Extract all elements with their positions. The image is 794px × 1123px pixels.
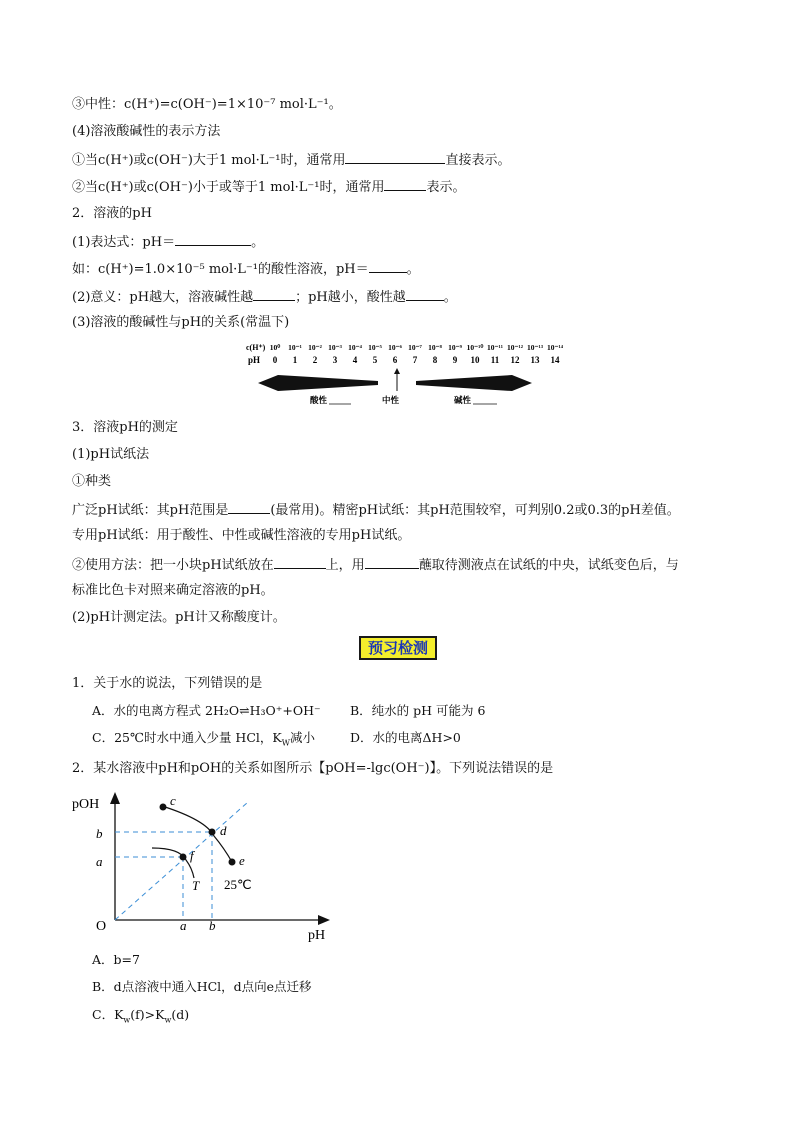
ph-value: 3 bbox=[332, 355, 338, 365]
text: 。 bbox=[443, 290, 457, 305]
b-label-y: b bbox=[96, 826, 103, 841]
point-e bbox=[229, 859, 236, 866]
e-label: e bbox=[239, 853, 245, 868]
d-label: d bbox=[220, 823, 227, 838]
point-f bbox=[180, 854, 187, 861]
text: (1)表达式：pH＝ bbox=[72, 235, 176, 250]
heading-ph-measurement: 3．溶液pH的测定 bbox=[72, 420, 178, 435]
ph-value: 4 bbox=[352, 355, 358, 365]
point-c bbox=[160, 804, 167, 811]
temperature-label: 25℃ bbox=[224, 877, 252, 892]
ch-value: 10⁻⁵ bbox=[368, 343, 382, 352]
ph-value: 14 bbox=[550, 355, 560, 365]
ch-value: 10⁻⁴ bbox=[348, 343, 362, 352]
ch-value: 10⁻¹⁰ bbox=[466, 343, 484, 352]
usage-method bbox=[72, 555, 679, 575]
text: 表示。 bbox=[426, 180, 466, 195]
a-label-y: a bbox=[96, 854, 103, 869]
example-line bbox=[72, 259, 420, 279]
heading-solution-ph: 2．溶液的pH bbox=[72, 206, 152, 221]
ph-value: 13 bbox=[530, 355, 540, 365]
ch-value: 10⁻¹⁴ bbox=[547, 343, 563, 352]
c-label: c bbox=[170, 793, 176, 808]
ch-value: 10⁻⁷ bbox=[408, 343, 422, 352]
q1-stem: 1．关于水的说法，下列错误的是 bbox=[72, 676, 263, 691]
y-axis-label: pOH bbox=[72, 797, 100, 812]
ch-value: 10⁻¹ bbox=[288, 343, 302, 352]
ph-value: 5 bbox=[372, 355, 378, 365]
q2-stem: 2．某水溶液中pH和pOH的关系如图所示【pOH=-lgc(OH⁻)】。下列说法错误的是 bbox=[72, 761, 554, 776]
t-label: T bbox=[192, 878, 200, 893]
expression-line bbox=[72, 232, 264, 252]
a-label-x: a bbox=[180, 918, 187, 933]
origin-label: O bbox=[96, 919, 107, 934]
text: (2)意义：pH越大，溶液碱性越 bbox=[72, 290, 254, 305]
subscript: w bbox=[123, 1015, 131, 1025]
section-title-preview-check: 预习检测 bbox=[359, 636, 437, 660]
ph-scale-diagram bbox=[240, 339, 563, 411]
text: (d) bbox=[171, 1007, 190, 1022]
x-axis-arrow bbox=[318, 915, 330, 925]
ch-label: c(H⁺) bbox=[246, 343, 266, 352]
neutral-definition: ③中性：c(H⁺)=c(OH⁻)=1×10⁻⁷ mol·L⁻¹。 bbox=[72, 97, 342, 112]
base-arrow bbox=[416, 375, 532, 391]
text: 蘸取待测液点在试纸的中央，试纸变色后，与 bbox=[418, 558, 679, 573]
fill-blank[interactable] bbox=[345, 150, 445, 164]
ch-value: 10⁻¹² bbox=[507, 343, 523, 352]
subscript: w bbox=[164, 1015, 172, 1025]
text: ②使用方法：把一小块pH试纸放在 bbox=[72, 558, 274, 573]
ph-values-row bbox=[273, 355, 560, 365]
ch-value: 10⁻³ bbox=[328, 343, 342, 352]
rule-less-than-1 bbox=[72, 177, 465, 197]
q2-option-b[interactable]: B．d点溶液中通入HCl，d点向e点迁移 bbox=[92, 979, 312, 994]
ph-value: 7 bbox=[412, 355, 418, 365]
text: 。 bbox=[251, 235, 265, 250]
y-axis-arrow bbox=[110, 792, 120, 804]
text: 直接表示。 bbox=[445, 153, 511, 168]
neutral-label: 中性 bbox=[382, 395, 400, 405]
ph-value: 1 bbox=[292, 355, 298, 365]
ch-value: 10⁻⁸ bbox=[428, 343, 442, 352]
text: 广泛pH试纸：其pH范围是 bbox=[72, 503, 229, 518]
q2-option-a[interactable]: A．b=7 bbox=[92, 952, 140, 967]
text: ①当c(H⁺)或c(OH⁻)大于1 mol·L⁻¹时，通常用 bbox=[72, 153, 346, 168]
ph-value: 2 bbox=[312, 355, 318, 365]
subscript: W bbox=[281, 738, 290, 748]
poh-ph-graph bbox=[66, 788, 346, 948]
q1-option-d[interactable]: D．水的电离ΔH>0 bbox=[350, 730, 461, 745]
point-d bbox=[209, 829, 216, 836]
acid-label: 酸性 bbox=[310, 395, 328, 405]
ph-value: 8 bbox=[432, 355, 438, 365]
text: (f)>K bbox=[130, 1007, 165, 1022]
text: ②当c(H⁺)或c(OH⁻)小于或等于1 mol·L⁻¹时，通常用 bbox=[72, 180, 385, 195]
ch-value: 10⁻¹¹ bbox=[487, 343, 503, 352]
wide-range-paper bbox=[72, 500, 680, 520]
ch-values-row bbox=[270, 343, 564, 352]
curve-t bbox=[152, 848, 194, 878]
ph-value: 12 bbox=[510, 355, 520, 365]
ch-value: 10⁻⁶ bbox=[388, 343, 402, 352]
ph-value: 11 bbox=[490, 355, 500, 365]
fill-blank[interactable] bbox=[228, 500, 270, 514]
q2-option-c[interactable] bbox=[92, 1006, 189, 1030]
q1-option-b[interactable]: B．纯水的 pH 可能为 6 bbox=[350, 703, 486, 718]
ch-value: 10⁰ bbox=[269, 343, 281, 352]
text: C．25℃时水中通入少量 HCl，K bbox=[92, 730, 282, 745]
fill-blank[interactable] bbox=[384, 177, 426, 191]
text: 上，用 bbox=[325, 558, 365, 573]
special-paper: 专用pH试纸：用于酸性、中性或碱性溶液的专用pH试纸。 bbox=[72, 528, 411, 543]
text: ；pH越小，酸性越 bbox=[295, 290, 406, 305]
x-axis-label: pH bbox=[308, 928, 326, 943]
fill-blank[interactable] bbox=[274, 555, 326, 569]
usage-method-cont: 标准比色卡对照来确定溶液的pH。 bbox=[72, 583, 274, 598]
text: 减小 bbox=[289, 730, 315, 745]
fill-blank[interactable] bbox=[406, 287, 444, 301]
relationship-heading: (3)溶液的酸碱性与pH的关系(常温下) bbox=[72, 315, 290, 330]
meaning-line bbox=[72, 287, 457, 307]
q1-option-a[interactable]: A．水的电离方程式 2H₂O⇌H₃O⁺+OH⁻ bbox=[92, 703, 321, 718]
ph-meter-method: (2)pH计测定法。pH计又称酸度计。 bbox=[72, 610, 286, 625]
ch-value: 10⁻² bbox=[308, 343, 322, 352]
heading-acidity-representation: (4)溶液酸碱性的表示方法 bbox=[72, 124, 221, 139]
fill-blank[interactable] bbox=[369, 259, 407, 273]
neutral-arrow-head bbox=[394, 368, 400, 374]
ph-value: 9 bbox=[452, 355, 458, 365]
rule-greater-than-1 bbox=[72, 150, 510, 170]
text: (最常用)。精密pH试纸：其pH范围较窄，可判别0.2或0.3的pH差值。 bbox=[270, 503, 680, 518]
text: C．K bbox=[92, 1007, 124, 1022]
q1-option-c[interactable] bbox=[92, 729, 315, 753]
acid-arrow bbox=[258, 375, 378, 391]
diagonal-guide bbox=[115, 802, 248, 920]
text: 。 bbox=[406, 262, 420, 277]
ph-label: pH bbox=[248, 355, 261, 365]
fill-blank[interactable] bbox=[365, 555, 419, 569]
ph-value: 10 bbox=[470, 355, 480, 365]
f-label: f bbox=[190, 848, 194, 863]
ch-value: 10⁻⁹ bbox=[448, 343, 462, 352]
b-label-x: b bbox=[209, 918, 216, 933]
ph-value: 0 bbox=[272, 355, 278, 365]
fill-blank[interactable] bbox=[175, 232, 251, 246]
ph-value: 6 bbox=[392, 355, 398, 365]
ch-value: 10⁻¹³ bbox=[527, 343, 543, 352]
fill-blank[interactable] bbox=[253, 287, 295, 301]
text: 如：c(H⁺)=1.0×10⁻⁵ mol·L⁻¹的酸性溶液，pH＝ bbox=[72, 262, 369, 277]
ph-paper-method: (1)pH试纸法 bbox=[72, 447, 150, 462]
base-label: 碱性 bbox=[454, 395, 472, 405]
types-heading: ①种类 bbox=[72, 474, 112, 489]
